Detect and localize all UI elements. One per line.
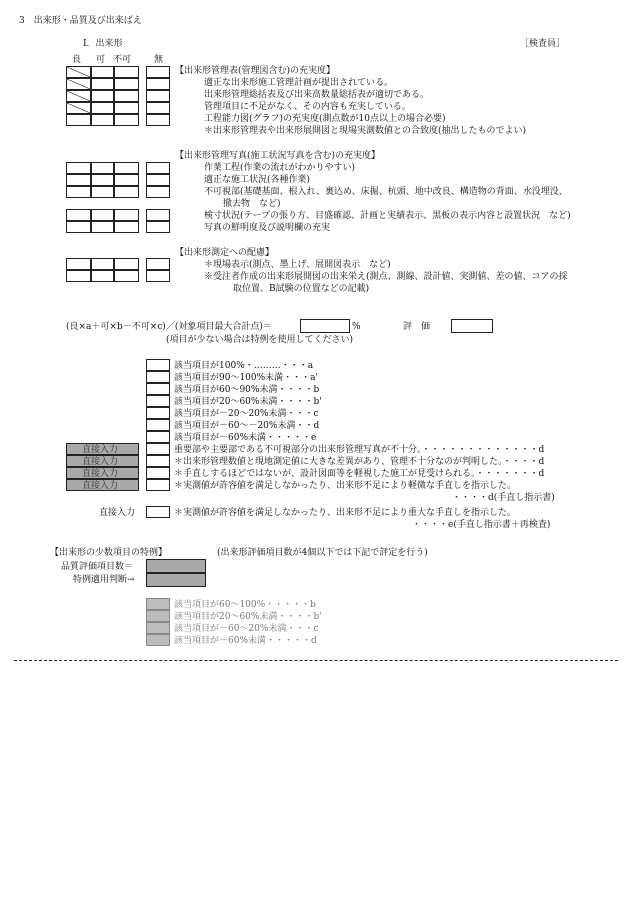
special-note: (出来形評価項目数が4個以下では下記で評定を行う) <box>217 548 428 558</box>
special-apply-label: 特例適用判断→ <box>73 575 135 585</box>
cb-g2-r4-fair[interactable] <box>91 209 114 221</box>
group2-item-5: 写真の鮮明度及び説明欄の充実 <box>204 223 331 233</box>
cb-g2-r2-good[interactable] <box>66 174 91 186</box>
cb-g2-r2-fair[interactable] <box>91 174 114 186</box>
cb-g3-r1-good[interactable] <box>66 258 91 270</box>
group2-item-3-cont: 撤去物 など) <box>223 199 281 209</box>
group1-item-1: 適正な出来形施工管理計画が提出されている。 <box>204 78 394 88</box>
cb-g1-r1-poor[interactable] <box>114 66 139 78</box>
evaluation-input[interactable] <box>451 319 493 333</box>
cb-g1-r3-poor[interactable] <box>114 90 139 102</box>
cb-g1-r1-good[interactable] <box>66 66 91 78</box>
cb-g2-r5-good[interactable] <box>66 221 91 233</box>
direct-item-4-cont: ・・・・d(手直し指示書) <box>452 493 555 503</box>
cb-g3-r2-poor[interactable] <box>114 270 139 282</box>
cb-g1-r2-none[interactable] <box>146 78 170 90</box>
cb-g3-r1-poor[interactable] <box>114 258 139 270</box>
cb-g1-r1-fair[interactable] <box>91 66 114 78</box>
special-rating-checkbox[interactable] <box>146 610 170 622</box>
grade-header-good: 良 <box>72 55 82 65</box>
group3-title: 【出来形測定への配慮】 <box>175 248 275 258</box>
cb-g2-r4-poor[interactable] <box>114 209 139 221</box>
direct-input-label: 直接入力 <box>82 445 119 455</box>
cb-g2-r1-poor[interactable] <box>114 162 139 174</box>
rating-checkbox[interactable] <box>146 431 170 443</box>
direct-checkbox[interactable] <box>146 479 170 491</box>
cb-g2-r5-fair[interactable] <box>91 221 114 233</box>
cb-g3-r1-fair[interactable] <box>91 258 114 270</box>
cb-g2-r3-fair[interactable] <box>91 186 114 198</box>
cb-g1-r3-fair[interactable] <box>91 90 114 102</box>
group2-item-1: 作業工程(作業の流れがわかりやすい) <box>204 163 356 173</box>
item-count-field[interactable] <box>146 559 206 573</box>
grade-header-fair: 可 <box>96 55 106 65</box>
group3-item-2: ※受注者作成の出来形展開図の出来栄え(測点、測線、設計値、実測値、差の値、コアの採 <box>204 272 568 282</box>
special-title: 【出来形の少数項目の特例】 <box>50 548 168 558</box>
direct-checkbox[interactable] <box>146 443 170 455</box>
direct-input-label: 直接入力 <box>82 457 119 467</box>
direct-item-5: ＊実測値が許容値を満足しなかったり、出来形不足により重大な手直しを指示した。 <box>174 508 517 518</box>
cb-g3-r1-none[interactable] <box>146 258 170 270</box>
special-apply-field[interactable] <box>146 573 206 587</box>
special-rating-b: 該当項目が60～100%・・・・・b <box>174 600 316 610</box>
direct-item-1: 重要部や主要部である不可視部分の出来形管理写真が不十分。・・・・・・・・・・・・・d <box>174 445 545 455</box>
cb-g2-r1-none[interactable] <box>146 162 170 174</box>
item-count-label: 品質評価項目数＝ <box>61 562 134 572</box>
rating-label-c: 該当項目が－20～20%未満・・・c <box>174 409 319 419</box>
rating-checkbox[interactable] <box>146 407 170 419</box>
rating-checkbox[interactable] <box>146 371 170 383</box>
special-rating-d: 該当項目が－60%未満・・・・・d <box>174 636 317 646</box>
cb-g2-r1-good[interactable] <box>66 162 91 174</box>
section-title: 3 出来形・品質及び出来ばえ <box>19 16 142 26</box>
cb-g1-r2-poor[interactable] <box>114 78 139 90</box>
group1-item-5: ＊出来形管理表や出来形展開図と現場実測数値との合致度(抽出したものでよい) <box>204 126 527 136</box>
cb-g2-r1-fair[interactable] <box>91 162 114 174</box>
cb-g2-r5-poor[interactable] <box>114 221 139 233</box>
percentage-input[interactable] <box>300 319 350 333</box>
special-rating-checkbox[interactable] <box>146 622 170 634</box>
group3-item-1: ＊現場表示(測点、墨上げ、展開図表示 など) <box>204 260 391 270</box>
direct-item-2: ＊出来形管理数値と現地測定値に大きな差異があり、管理不十分なのが判明した。・・・・d <box>174 457 545 467</box>
group1-item-4: 工程能力図(グラフ)の充実度(測点数が10点以上の場合必要) <box>204 114 446 124</box>
cb-g2-r3-good[interactable] <box>66 186 91 198</box>
group2-title: 【出来形管理写真(施工状況写真を含む)の充実度】 <box>175 151 381 161</box>
direct-input-label: 直接入力 <box>99 508 136 518</box>
cb-g1-r4-none[interactable] <box>146 102 170 114</box>
section-divider <box>14 660 618 661</box>
rating-checkbox[interactable] <box>146 383 170 395</box>
group1-item-3: 管理項目に不足がなく、その内容も充実している。 <box>204 102 411 112</box>
rating-label-a: 該当項目が100%・………・・・a <box>174 361 314 371</box>
rating-checkbox[interactable] <box>146 419 170 431</box>
evaluation-label: 評 価 <box>403 322 431 332</box>
cb-g2-r5-none[interactable] <box>146 221 170 233</box>
direct-checkbox[interactable] <box>146 455 170 467</box>
cb-g1-r2-fair[interactable] <box>91 78 114 90</box>
cb-g2-r2-none[interactable] <box>146 174 170 186</box>
cb-g1-r1-none[interactable] <box>146 66 170 78</box>
rating-label-a-prime: 該当項目が90～100%未満・・・a' <box>174 373 319 383</box>
grade-header-poor: 不可 <box>113 55 132 65</box>
cb-g1-r5-fair[interactable] <box>91 114 114 126</box>
cb-g2-r3-none[interactable] <box>146 186 170 198</box>
group3-item-2-cont: 取位置、B試験の位置などの記載) <box>233 284 370 294</box>
formula-text: (良×a＋可×b－不可×c)／(対象項目最大合計点)＝ <box>66 322 272 332</box>
direct-item-3: ＊手直しするほどではないが、設計図面等を軽視した施工が見受けられる。・・・・・・・d <box>174 469 545 479</box>
inspector-label: ［検査員］ <box>520 39 566 49</box>
subsection-title: Ⅰ．出来形 <box>83 39 123 49</box>
rating-checkbox[interactable] <box>146 359 170 371</box>
group1-item-2: 出来形管理総括表及び出来高数量総括表が適切である。 <box>204 90 430 100</box>
special-rating-b-prime: 該当項目が20～60%未満・・・・b' <box>174 612 322 622</box>
direct-checkbox[interactable] <box>146 467 170 479</box>
special-rating-checkbox[interactable] <box>146 598 170 610</box>
cb-g1-r4-poor[interactable] <box>114 102 139 114</box>
direct-input-label: 直接入力 <box>82 469 119 479</box>
percentage-unit: % <box>352 322 361 332</box>
direct-item-4: ＊実測値が許容値を満足しなかったり、出来形不足により軽微な手直しを指示した。 <box>174 481 517 491</box>
cb-g1-r4-fair[interactable] <box>91 102 114 114</box>
special-rating-checkbox[interactable] <box>146 634 170 646</box>
cb-g1-r3-good[interactable] <box>66 90 91 102</box>
group2-item-2: 適正な施工状況(各種作業) <box>204 175 311 185</box>
cb-g2-r3-poor[interactable] <box>114 186 139 198</box>
cb-g2-r4-good[interactable] <box>66 209 91 221</box>
rating-label-d: 該当項目が－60～－20%未満・・d <box>174 421 320 431</box>
direct-item-5-cont: ・・・・e(手直し指示書＋再検査) <box>412 520 551 530</box>
group2-item-3: 不可視部(基礎基面、根入れ、裏込め、床掘、杭頭、地中改良、構造物の背面、水没埋没、 <box>204 187 568 197</box>
group2-item-4: 検寸状況(テープの張り方、目盛確認、計画と実績表示、黒板の表示内容と設置状況 など) <box>204 211 571 221</box>
cb-g3-r2-good[interactable] <box>66 270 91 282</box>
direct-checkbox[interactable] <box>146 506 170 518</box>
special-rating-c: 該当項目が－60～20%未満・・・c <box>174 624 319 634</box>
cb-g2-r2-poor[interactable] <box>114 174 139 186</box>
rating-label-e: 該当項目が－60%未満・・・・・e <box>174 433 317 443</box>
cb-g1-r3-none[interactable] <box>146 90 170 102</box>
grade-header-none: 無 <box>154 55 164 65</box>
group1-title: 【出来形管理表(管理図含む)の充実度】 <box>175 66 336 76</box>
formula-note: (項目が少ない場合は特例を使用してください) <box>166 335 354 345</box>
rating-label-b: 該当項目が60～90%未満・・・・b <box>174 385 320 395</box>
cb-g1-r5-poor[interactable] <box>114 114 139 126</box>
cb-g3-r2-fair[interactable] <box>91 270 114 282</box>
cb-g1-r2-good[interactable] <box>66 78 91 90</box>
cb-g1-r4-good[interactable] <box>66 102 91 114</box>
direct-input-label: 直接入力 <box>82 481 119 491</box>
cb-g2-r4-none[interactable] <box>146 209 170 221</box>
cb-g1-r5-none[interactable] <box>146 114 170 126</box>
cb-g3-r2-none[interactable] <box>146 270 170 282</box>
cb-g1-r5-good[interactable] <box>66 114 91 126</box>
rating-label-b-prime: 該当項目が20～60%未満・・・・b' <box>174 397 322 407</box>
rating-checkbox[interactable] <box>146 395 170 407</box>
